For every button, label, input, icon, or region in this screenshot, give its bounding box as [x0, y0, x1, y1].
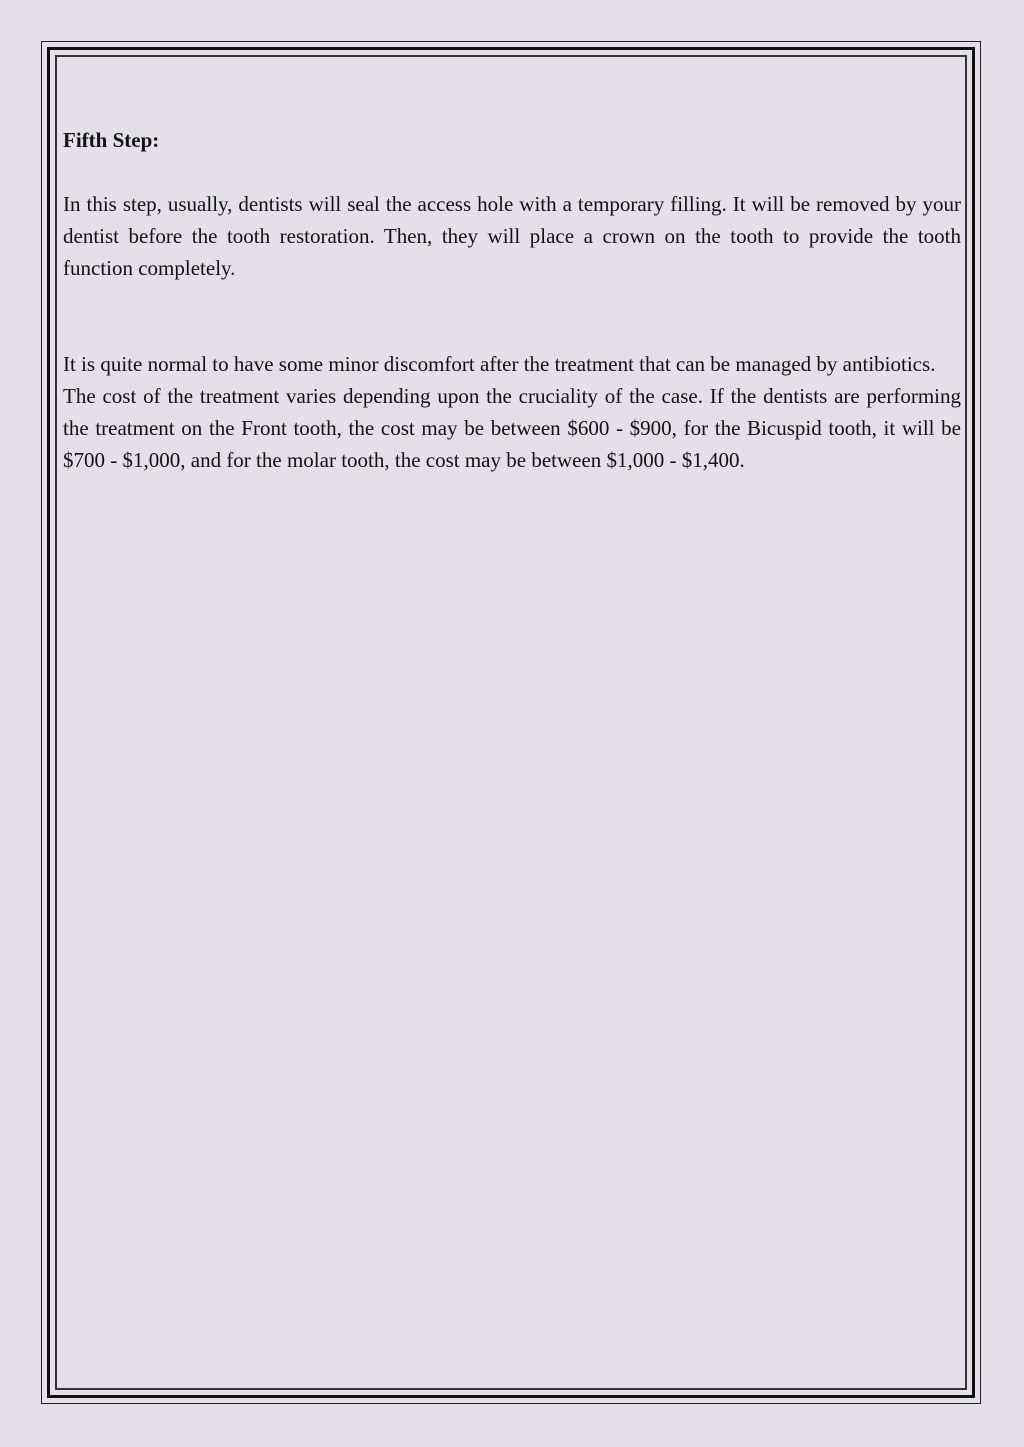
document-content	[63, 124, 961, 476]
paragraph-cost: The cost of the treatment varies depending upon the cruciality of the case. If the dentists are performing the treatment on the Front tooth, the cost may be between $600 - $900, for the Bicuspid tooth, it will be $700 - $1,000, and for the molar tooth, the cost may be between $1,000 - $1,400.	[63, 384, 961, 472]
paragraph-fifth-step: In this step, usually, dentists will seal the access hole with a temporary filling. It will be removed by your dentist before the tooth restoration. Then, they will place a crown on the tooth to provide the tooth function completely.	[63, 192, 961, 280]
section-heading: Fifth Step:	[63, 128, 160, 152]
paragraph-discomfort: It is quite normal to have some minor discomfort after the treatment that can be managed by antibiotics.	[63, 352, 936, 376]
